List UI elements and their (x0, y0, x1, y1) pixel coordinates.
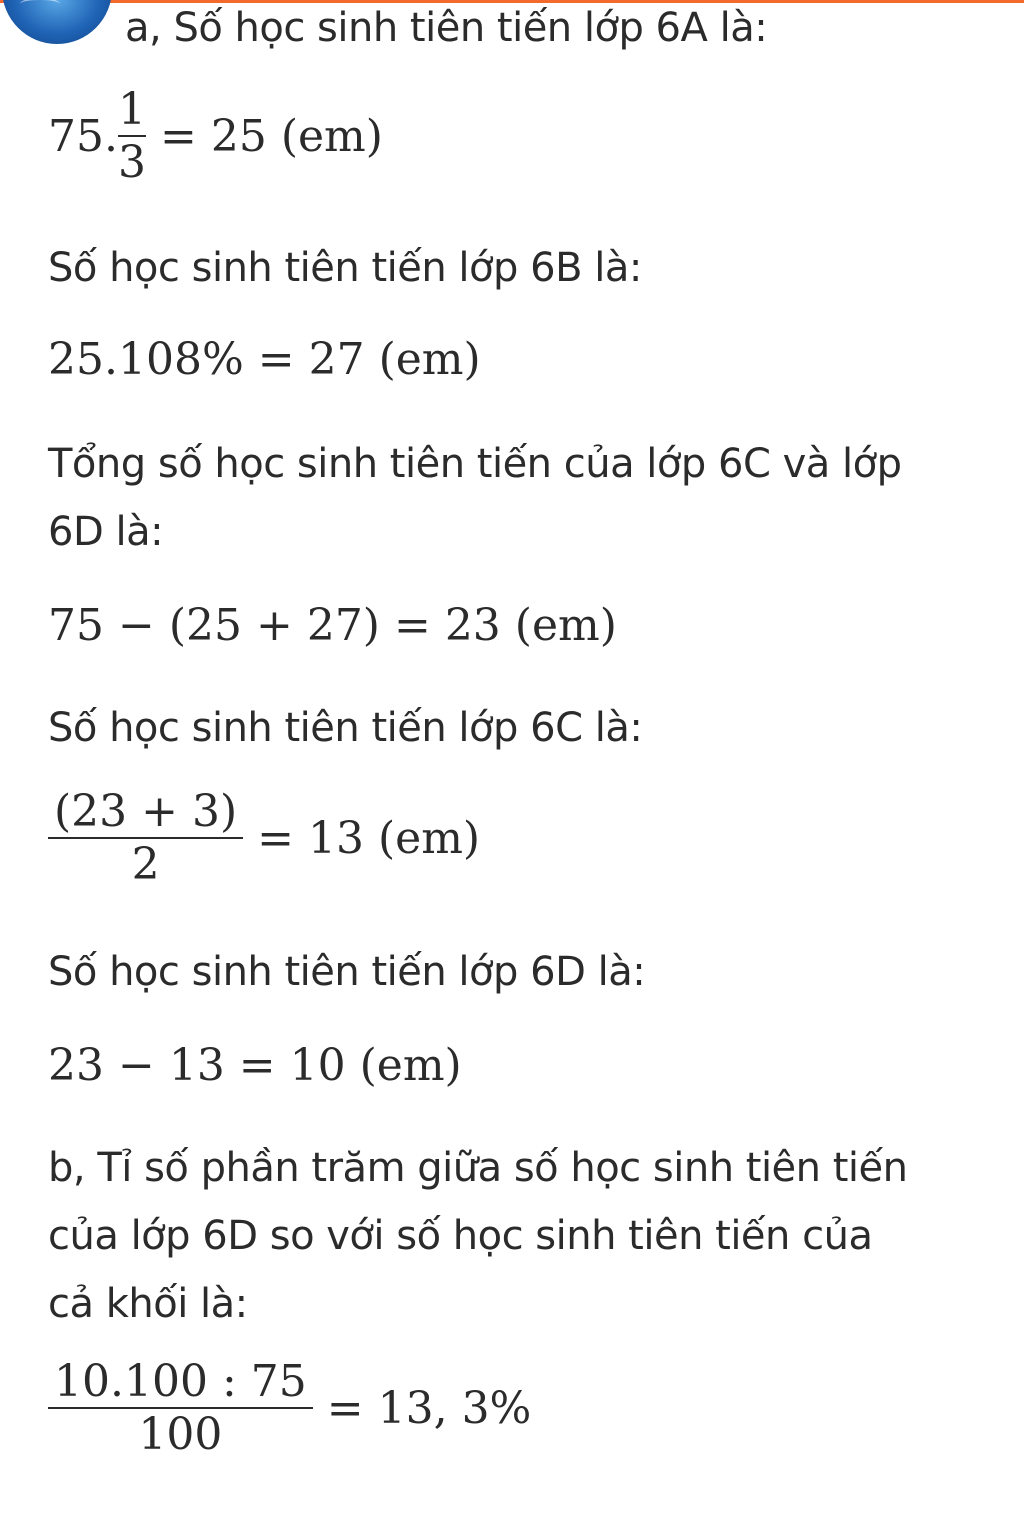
heading-6b: Số học sinh tiên tiến lớp 6B là: (48, 245, 642, 291)
equation-6d: 23 − 13 = 10 (em) (48, 1040, 462, 1091)
equation-percentage-result: = 13, 3% (326, 1382, 532, 1434)
fraction-percentage (48, 1356, 313, 1460)
part-a-heading: a, Số học sinh tiên tiến lớp 6A là: (125, 5, 768, 51)
fraction-numerator: 10.100 : 75 (54, 1356, 307, 1407)
part-b-line2: của lớp 6D so với số học sinh tiên tiến của (48, 1213, 873, 1259)
part-b-line1: b, Tỉ số phần trăm giữa số học sinh tiên tiến (48, 1145, 908, 1191)
fraction-numerator: 1 (117, 84, 146, 135)
fraction-denominator: 3 (117, 137, 146, 188)
equation-6a-left: 75. (48, 110, 118, 162)
part-b-line3: cả khối là: (48, 1281, 248, 1327)
fraction-denominator: 100 (138, 1409, 223, 1460)
fraction-23-plus-3-over-2 (48, 786, 243, 890)
equation-6a-result: = 25 (em) (159, 110, 383, 162)
heading-6c-6d-line1: Tổng số học sinh tiên tiến của lớp 6C và lớp (48, 441, 902, 487)
equation-6c-6d-total: 75 − (25 + 27) = 23 (em) (48, 600, 617, 651)
fraction-one-third (118, 84, 146, 188)
heading-6c: Số học sinh tiên tiến lớp 6C là: (48, 705, 643, 751)
heading-6c-6d-line2: 6D là: (48, 509, 164, 555)
fraction-denominator: 2 (131, 839, 160, 890)
heading-6d: Số học sinh tiên tiến lớp 6D là: (48, 949, 646, 995)
fraction-numerator: (23 + 3) (54, 786, 238, 837)
equation-percentage (48, 1356, 531, 1460)
equation-6c-result: = 13 (em) (257, 812, 481, 864)
equation-6c (48, 786, 480, 890)
globe-avatar-icon[interactable] (2, 0, 112, 44)
equation-6a (48, 84, 383, 188)
equation-6b: 25.108% = 27 (em) (48, 334, 481, 385)
